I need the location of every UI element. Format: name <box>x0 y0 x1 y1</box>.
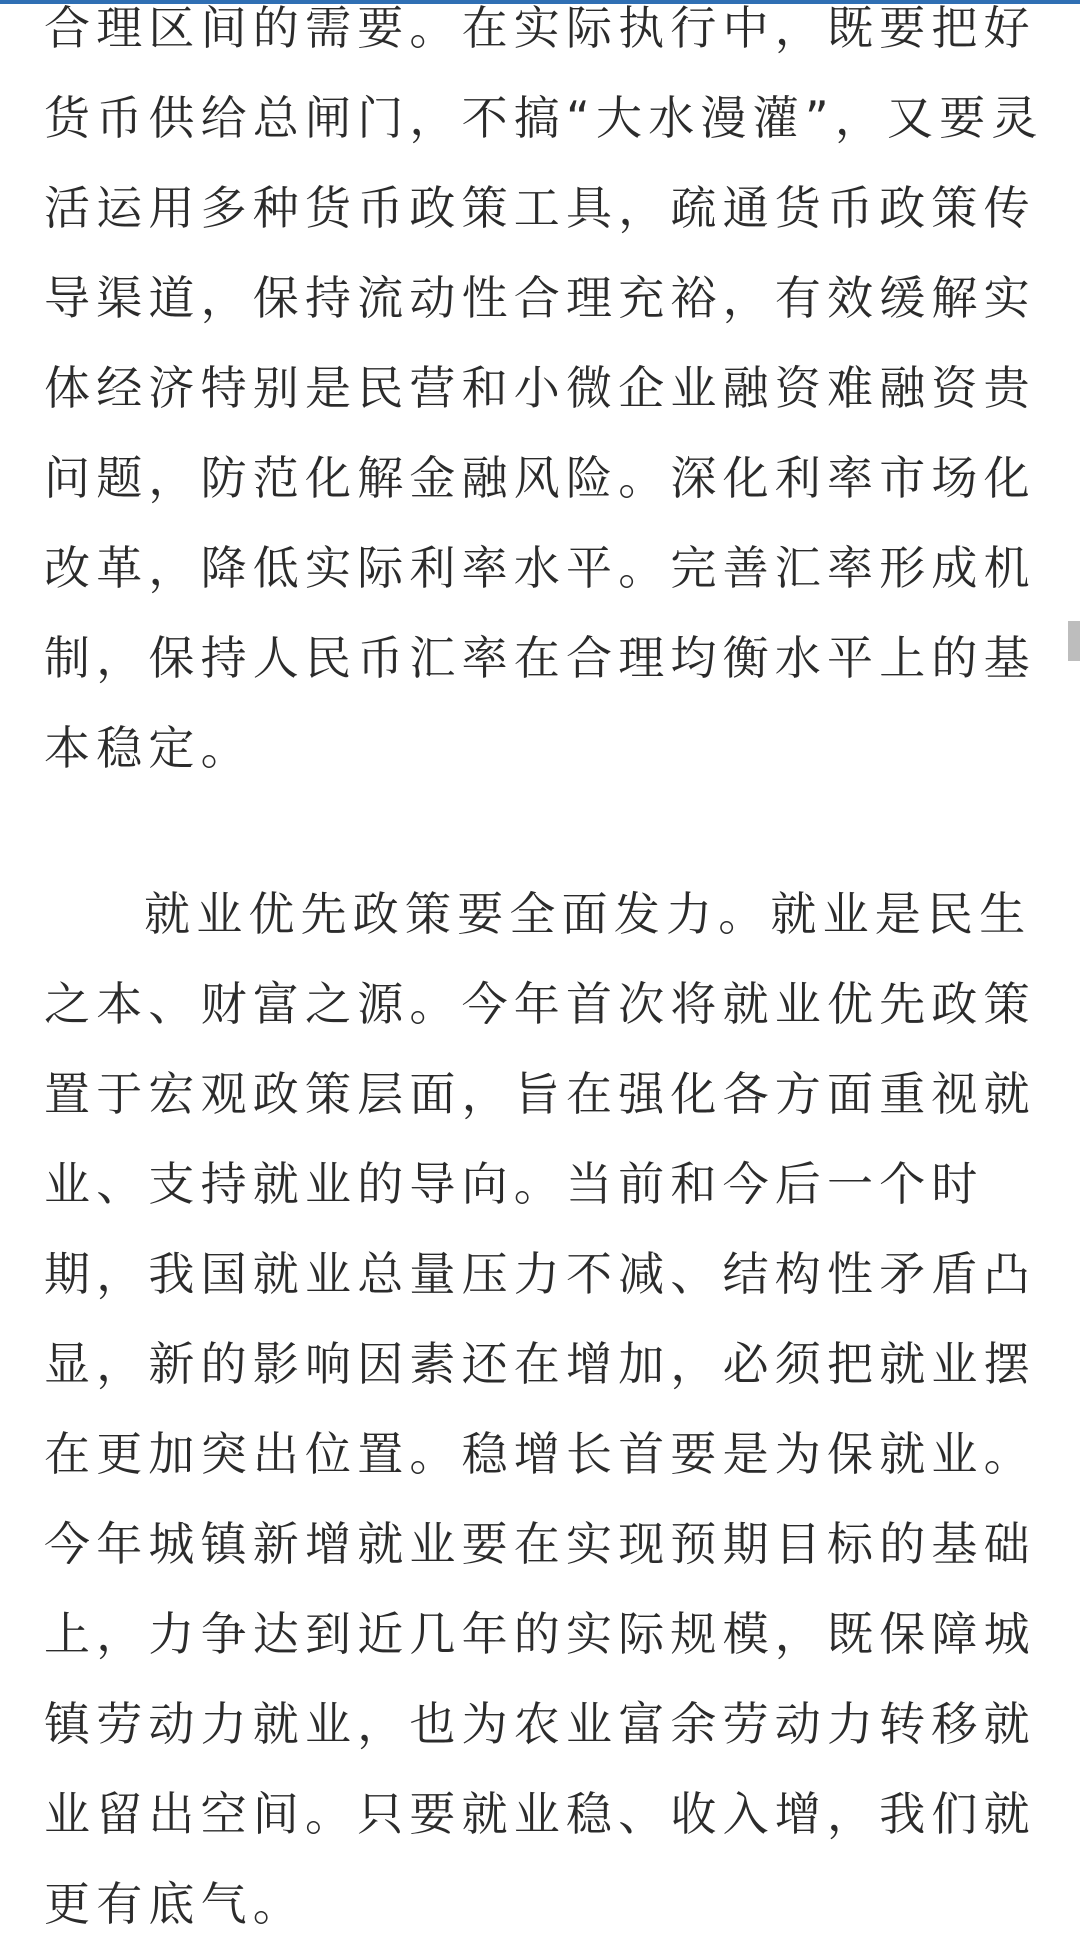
text-line: 置于宏观政策层面，旨在强化各方面重视就 <box>44 1067 1036 1121</box>
text-line: 活运用多种货币政策工具，疏通货币政策传 <box>44 181 1036 235</box>
article-body <box>44 0 1044 1949</box>
text-line: 在更加突出位置。稳增长首要是为保就业。 <box>44 1427 1036 1481</box>
text-line: 问题，防范化解金融风险。深化利率市场化 <box>44 451 1036 505</box>
text-line: 镇劳动力就业，也为农业富余劳动力转移就 <box>44 1697 1036 1751</box>
paragraph-spacer <box>44 793 1034 869</box>
text-line: 制，保持人民币汇率在合理均衡水平上的基 <box>44 631 1036 685</box>
paragraph-monetary-policy <box>44 0 1044 793</box>
text-line: 期，我国就业总量压力不减、结构性矛盾凸 <box>44 1247 1036 1301</box>
text-line: 就业优先政策要全面发力。就业是民生 <box>144 887 1032 941</box>
text-line: 上，力争达到近几年的实际规模，既保障城 <box>44 1607 1036 1661</box>
text-line: 业留出空间。只要就业稳、收入增，我们就 <box>44 1787 1036 1841</box>
text-line: 更有底气。 <box>44 1877 305 1931</box>
text-line: 导渠道，保持流动性合理充裕，有效缓解实 <box>44 271 1036 325</box>
text-line: 改革，降低实际利率水平。完善汇率形成机 <box>44 541 1036 595</box>
text-line: 之本、财富之源。今年首次将就业优先政策 <box>44 977 1036 1031</box>
text-line: 本稳定。 <box>44 721 253 775</box>
scrollbar-thumb[interactable] <box>1068 621 1080 661</box>
text-line: 合理区间的需要。在实际执行中，既要把好 <box>44 1 1036 55</box>
text-line: 显，新的影响因素还在增加，必须把就业摆 <box>44 1337 1036 1391</box>
paragraph-employment-policy <box>44 869 1034 1949</box>
text-line: 今年城镇新增就业要在实现预期目标的基础 <box>44 1517 1036 1571</box>
text-line: 体经济特别是民营和小微企业融资难融资贵 <box>44 361 1036 415</box>
text-line: 货币供给总闸门，不搞“大水漫灌”，又要灵 <box>44 91 1044 145</box>
text-line: 业、支持就业的导向。当前和今后一个时 <box>44 1157 984 1211</box>
